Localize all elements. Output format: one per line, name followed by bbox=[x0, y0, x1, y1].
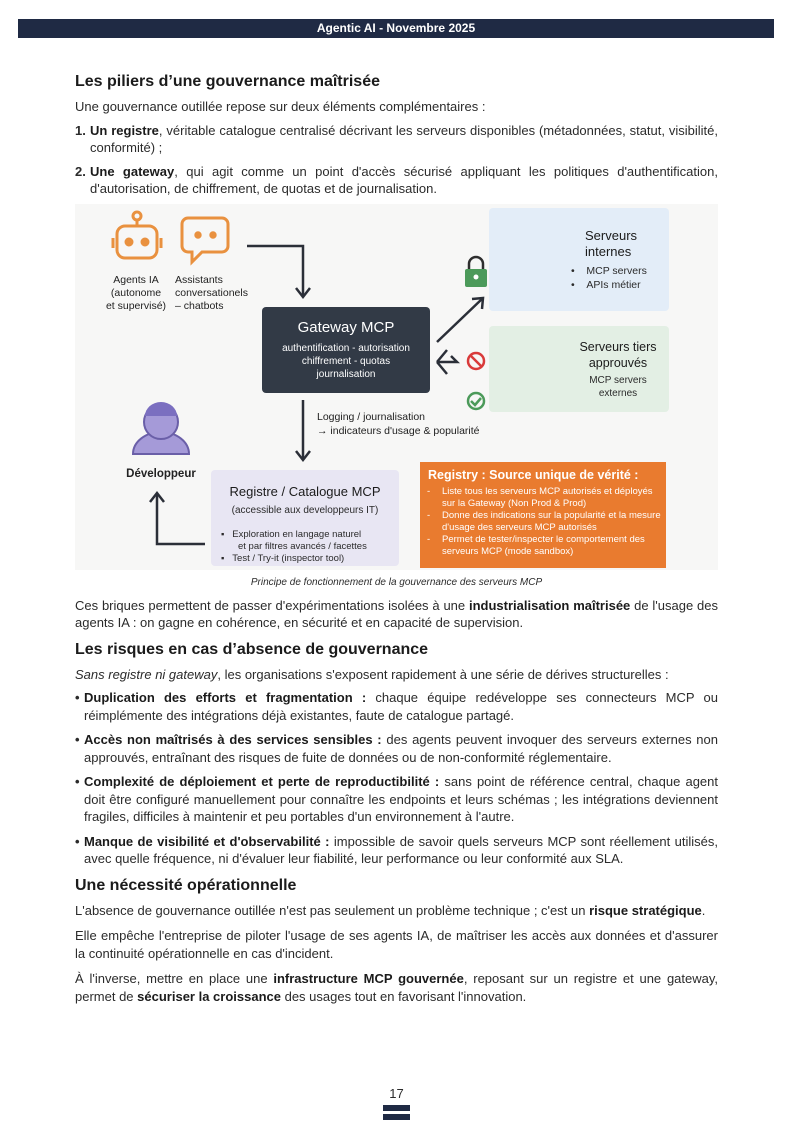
text: , reposant sur un registre et une gateway, permet de bbox=[75, 971, 719, 1004]
running-header bbox=[18, 19, 774, 38]
assistants-line: – chatbots bbox=[175, 299, 224, 312]
agents-ia-label bbox=[101, 274, 171, 313]
text: des agents peuvent invoquer des serveurs externes non approuvés, entraînant des risques de fuite de données ou de non-conformité réglementaire. bbox=[84, 732, 718, 765]
risks-list bbox=[75, 689, 718, 868]
registry-source-list bbox=[420, 486, 666, 558]
bold-text: Accès non maîtrisés à des services sensibles : bbox=[84, 732, 382, 747]
header-title: Agentic AI - Novembre 2025 bbox=[316, 21, 476, 35]
list-item: ▪ Exploration en langage naturel bbox=[221, 528, 362, 540]
gateway-mcp-box bbox=[262, 307, 430, 393]
internal-servers-list bbox=[571, 264, 647, 292]
text: chaque équipe redéveloppe ses connecteurs MCP ou réimplémente des intégrations déjà existantes, faute de catalogue partagé. bbox=[84, 690, 718, 723]
list-item bbox=[75, 163, 718, 198]
logging-label bbox=[317, 410, 480, 438]
developer-person-icon bbox=[133, 402, 189, 454]
registry-source-title: Registry : Source unique de vérité : bbox=[428, 467, 639, 482]
section-title-piliers: Les piliers d’une gouvernance maîtrisée bbox=[75, 73, 380, 90]
item-text: APIs métier bbox=[586, 278, 641, 291]
title-line: Serveurs bbox=[585, 227, 638, 243]
title-line: approuvés bbox=[588, 355, 648, 370]
gateway-sub-line: authentification - autorisation bbox=[282, 343, 410, 354]
pillars-list bbox=[75, 122, 718, 198]
list-item-bold: Une gateway bbox=[90, 163, 175, 179]
bullet: • bbox=[75, 732, 80, 747]
assistants-label bbox=[175, 274, 261, 313]
text: , les organisations s'exposent rapidement à une série de dérives structurelles : bbox=[217, 666, 669, 682]
section-title-necessite: Une nécessité opérationnelle bbox=[75, 876, 297, 894]
figure-caption: Principe de fonctionnement de la gouvernance des serveurs MCP bbox=[250, 576, 543, 588]
registry-catalog-list bbox=[221, 529, 399, 565]
bullet: • bbox=[75, 774, 80, 789]
logging-line: Logging / journalisation bbox=[317, 410, 425, 423]
text: . bbox=[701, 902, 706, 918]
list-item: • MCP servers bbox=[571, 264, 647, 277]
logging-line: → indicateurs d'usage & popularité bbox=[317, 424, 480, 437]
page-number: 17 bbox=[389, 1086, 404, 1101]
item-text: MCP servers bbox=[586, 264, 647, 277]
check-icon bbox=[468, 393, 484, 409]
developer-label: Développeur bbox=[126, 467, 196, 480]
arrow-to-developer bbox=[150, 493, 205, 544]
sub-line: externes bbox=[598, 387, 638, 399]
registry-catalog-box bbox=[211, 470, 399, 566]
list-item-text: , qui agit comme un point d'accès sécurisé appliquant les politiques d'authentification, d'autorisation, de chiffrement, de quotas et de journalisation. bbox=[90, 163, 718, 196]
list-item: - Liste tous les serveurs MCP autorisés et déployés sur la Gateway (Non Prod & Prod) bbox=[427, 486, 653, 509]
list-item: • APIs métier bbox=[571, 278, 641, 291]
agents-ia-line: et supervisé) bbox=[105, 299, 167, 312]
third-party-title bbox=[573, 339, 663, 371]
list-item bbox=[75, 122, 718, 157]
bold-text: Manque de visibilité et d'observabilité : bbox=[84, 833, 330, 849]
text: À l'inverse, mettre en place une bbox=[75, 971, 274, 986]
list-item: et par filtres avancés / facettes bbox=[238, 540, 367, 552]
page-content bbox=[75, 72, 718, 1005]
internal-servers-box bbox=[489, 208, 669, 311]
internal-servers-title bbox=[585, 228, 637, 260]
paragraph bbox=[75, 902, 718, 920]
chat-bubble-icon bbox=[182, 218, 228, 262]
bold-text: Duplication des efforts et fragmentation : bbox=[84, 690, 367, 705]
footer-bars-icon bbox=[383, 1105, 410, 1120]
bullet: • bbox=[75, 690, 80, 705]
registry-catalog-title: Registre / Catalogue MCP bbox=[229, 483, 381, 499]
registry-source-box bbox=[420, 462, 666, 568]
text: L'absence de gouvernance outillée n'est pas seulement un problème technique ; c'est un bbox=[75, 902, 590, 918]
bold-text: sécuriser la croissance bbox=[137, 988, 281, 1004]
bullet: • bbox=[75, 833, 80, 849]
text: sans point de référence central, chaque agent doit être configuré manuellement pour connaître les endpoints et leurs schémas ; les intégrations deviennent fragiles, difficiles à maintenir et peu portables d'un environnement à l'autre. bbox=[84, 774, 719, 824]
title-line: Serveurs tiers bbox=[579, 339, 657, 354]
gateway-sub-line: chiffrement - quotas bbox=[301, 356, 391, 367]
list-item bbox=[75, 773, 718, 826]
gateway-title: Gateway MCP bbox=[297, 318, 395, 336]
forbidden-icon bbox=[468, 353, 484, 369]
item-text: Liste tous les serveurs MCP autorisés et déployés sur la Gateway (Non Prod & Prod) bbox=[442, 486, 653, 509]
paragraph bbox=[75, 970, 718, 1005]
bold-text: industrialisation maîtrisée bbox=[468, 597, 631, 613]
bold-text: risque stratégique bbox=[589, 902, 702, 918]
gateway-subtitle bbox=[262, 342, 430, 381]
list-item bbox=[75, 833, 718, 868]
text: de l'usage des agents IA : on gagne en cohérence, en sécurité et en capacité de supervision. bbox=[75, 597, 719, 630]
list-item-bold: Un registre bbox=[90, 122, 159, 138]
list-item: - Permet de tester/inspecter le comportement des serveurs MCP (mode sandbox) bbox=[427, 534, 645, 557]
item-text: Permet de tester/inspecter le comportement des serveurs MCP (mode sandbox) bbox=[442, 534, 645, 557]
sub-line: MCP servers bbox=[589, 374, 647, 386]
third-party-servers-box bbox=[489, 326, 669, 412]
arrow-to-internal-servers bbox=[437, 298, 483, 342]
item-text: Test / Try-it (inspector tool) bbox=[232, 552, 345, 564]
section-intro: Une gouvernance outillée repose sur deux éléments complémentaires : bbox=[75, 99, 486, 114]
list-item bbox=[75, 731, 718, 766]
paragraph bbox=[75, 597, 718, 632]
list-item-text: , véritable catalogue centralisé décrivant les serveurs disponibles (métadonnées, statut, visibilité, conformité) ; bbox=[90, 122, 718, 155]
section-title-risques: Les risques en cas d’absence de gouvernance bbox=[75, 640, 429, 658]
text: Ces briques permettent de passer d'expérimentations isolées à une bbox=[75, 597, 469, 613]
arrow-to-registry bbox=[296, 400, 310, 460]
list-item: - Donne des indications sur la popularité et la mesure d'usage des serveurs MCP autorisés bbox=[427, 510, 661, 533]
list-item bbox=[75, 689, 718, 724]
governance-diagram bbox=[75, 204, 718, 570]
assistants-line: Assistants bbox=[175, 273, 223, 286]
lock-icon bbox=[465, 257, 487, 287]
list-number: 1. bbox=[75, 122, 86, 138]
registry-catalog-subtitle: (accessible aux developpeurs IT) bbox=[231, 505, 379, 516]
title-line: internes bbox=[585, 243, 632, 259]
item-text: Donne des indications sur la popularité et la mesure d'usage des serveurs MCP autorisés bbox=[442, 510, 661, 533]
text: des usages tout en favorisant l'innovation. bbox=[280, 988, 527, 1004]
paragraph bbox=[75, 666, 718, 684]
third-party-subtitle bbox=[573, 374, 663, 400]
agents-ia-line: (autonome bbox=[110, 286, 162, 299]
assistants-line: conversationels bbox=[175, 286, 248, 299]
arrow-from-third-party bbox=[437, 350, 457, 374]
bold-text: Complexité de déploiement et perte de reproductibilité : bbox=[84, 774, 440, 789]
item-text: Exploration en langage naturel bbox=[232, 528, 362, 540]
bold-text: infrastructure MCP gouvernée bbox=[273, 971, 464, 986]
agents-ia-line: Agents IA bbox=[113, 273, 159, 286]
paragraph: Elle empêche l'entreprise de piloter l'usage de ses agents IA, de maîtriser les accès aux données et d'assurer la continuité opérationnelle en cas d'incident. bbox=[75, 928, 718, 961]
robot-icon bbox=[113, 212, 161, 258]
text: impossible de savoir quels serveurs MCP sont réellement utilisés, avec quelle fréquence, ni d'évaluer leur fiabilité, leur performance ou leur conformité aux SLA. bbox=[84, 833, 718, 866]
italic-text: Sans registre ni gateway bbox=[75, 666, 218, 682]
list-number: 2. bbox=[75, 163, 86, 179]
gateway-sub-line: journalisation bbox=[316, 369, 376, 380]
list-item: ▪ Test / Try-it (inspector tool) bbox=[221, 552, 345, 564]
